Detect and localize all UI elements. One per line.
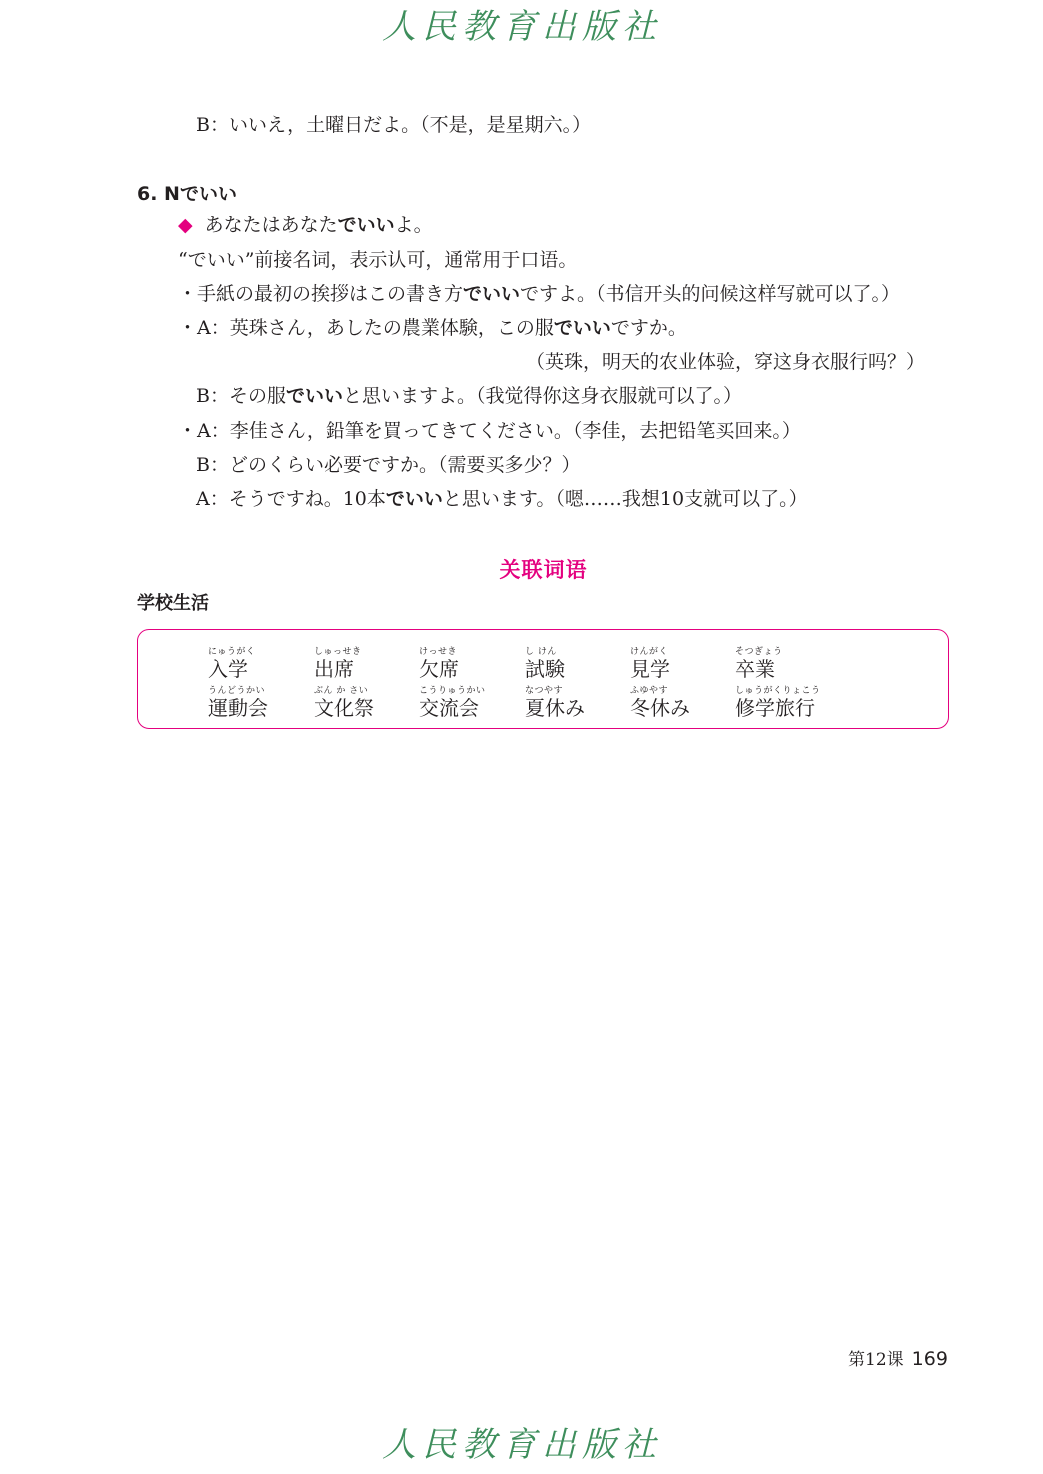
example-sentence-1: ・手紙の最初の挨拶はこの書き方でいいですよ。（书信开头的问候这样写就可以了。） — [178, 283, 901, 305]
vocab-item: し けん 試験 — [525, 647, 565, 681]
vocab-item: なつやす 夏休み — [525, 686, 585, 720]
publisher-logo-bottom — [378, 1422, 668, 1466]
vocab-item: うんどうかい 運動会 — [208, 686, 268, 720]
vocab-item: けっせき 欠席 — [419, 647, 459, 681]
example-sentence-3c: A：そうですね。10本でいいと思います。（嗯……我想10支就可以了。） — [196, 488, 808, 510]
vocab-item: しゅっせき 出席 — [314, 647, 362, 681]
vocab-item: そつぎょう 卒業 — [735, 647, 783, 681]
vocab-item: ふゆやす 冬休み — [630, 686, 690, 720]
vocab-item: しゅうがくりょこう 修学旅行 — [735, 686, 821, 720]
dialogue-line-b: B：いいえ，土曜日だよ。（不是，是星期六。） — [196, 114, 592, 136]
example-translation-2a: （英珠，明天的农业体验，穿这身衣服行吗？） — [526, 351, 926, 373]
svg-text:人民教育出版社: 人民教育出版社 — [382, 1425, 662, 1465]
grammar-note: “でいい”前接名词，表示认可，通常用于口语。 — [178, 249, 578, 271]
vocab-item: にゅうがく 入学 — [208, 647, 256, 681]
pattern-example: ◆ あなたはあなたでいいよ。 — [178, 214, 433, 236]
vocab-item: ぶん か さい 文化祭 — [314, 686, 374, 720]
page-footer — [848, 1345, 948, 1370]
vocab-box — [137, 629, 949, 729]
page-number: 169 — [911, 1348, 948, 1370]
publisher-logo-top — [378, 4, 668, 48]
example-sentence-3a: ・A：李佳さん，鉛筆を買ってきてください。（李佳，去把铅笔买回来。） — [178, 420, 801, 442]
vocab-item: けんがく 見学 — [630, 647, 670, 681]
vocab-category-heading: 学校生活 — [137, 593, 209, 614]
diamond-bullet-icon: ◆ — [178, 214, 193, 236]
example-sentence-3b: B：どのくらい必要ですか。（需要买多少？） — [196, 454, 581, 476]
svg-text:人民教育出版社: 人民教育出版社 — [382, 7, 662, 47]
vocab-item: こうりゅうかい 交流会 — [419, 686, 486, 720]
related-words-title: 关联词语 — [499, 558, 588, 582]
example-sentence-2b: B：その服でいいと思いますよ。（我觉得你这身衣服就可以了。） — [196, 385, 742, 407]
lesson-label: 第12课 — [848, 1350, 904, 1370]
example-sentence-2a: ・A：英珠さん，あしたの農業体験，この服でいいですか。 — [178, 317, 687, 339]
section-heading: 6. Nでいい — [137, 183, 237, 205]
